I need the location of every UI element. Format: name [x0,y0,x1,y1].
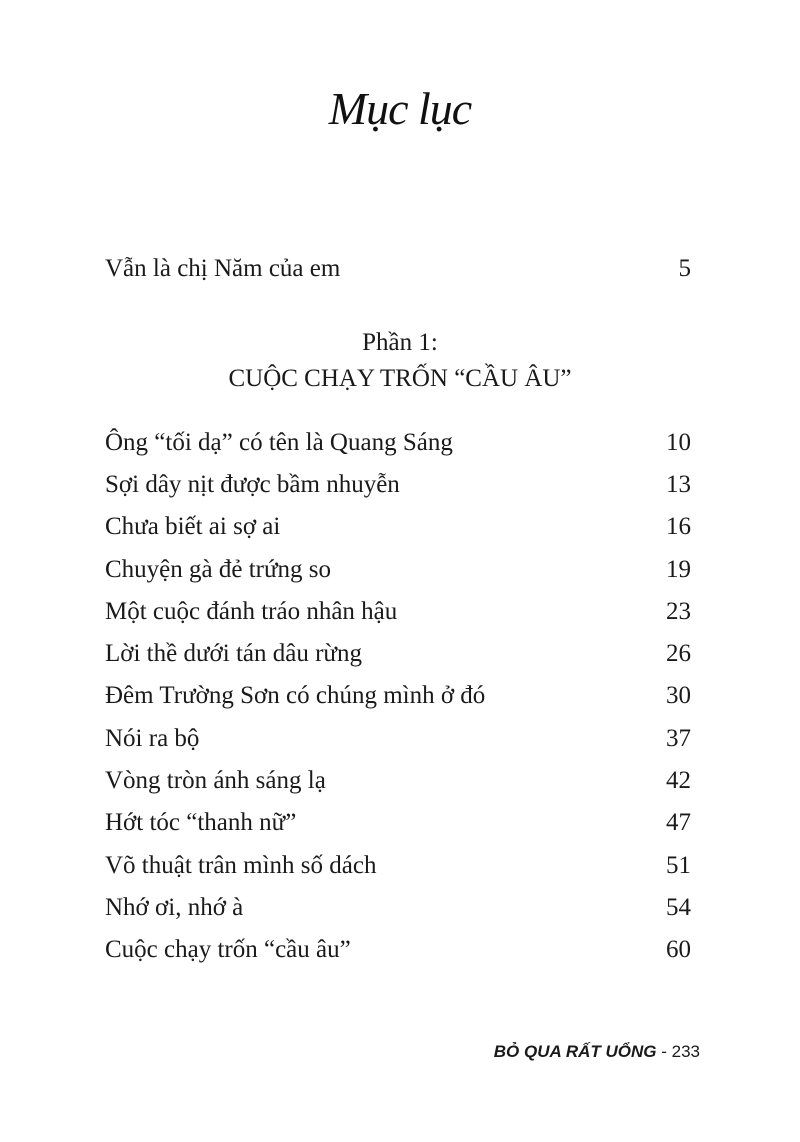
toc-entry-page: 30 [666,682,691,709]
toc-entry-page: 37 [666,725,691,752]
toc-entry [105,595,691,629]
toc-entry-label: Chuyện gà đẻ trứng so [105,556,332,583]
toc-entry-label: Hớt tóc “thanh nữ” [105,809,297,836]
toc-entry-label: Vòng tròn ánh sáng lạ [105,767,326,794]
toc-entry-page: 16 [666,513,691,540]
toc-entry-label: Đêm Trường Sơn có chúng mình ở đó [105,682,486,709]
toc-entry [105,468,691,502]
toc-entry-page: 5 [678,255,691,282]
toc-entry-page: 19 [666,556,691,583]
toc-entry [105,933,691,967]
toc-entry-page: 23 [666,598,691,625]
toc-entry [105,553,691,587]
part-title: CUỘC CHẠY TRỐN “CẦU ÂU” [228,365,572,392]
toc-entry-label: Vẫn là chị Năm của em [105,255,341,282]
toc-entry-page: 60 [666,936,691,963]
toc-entry-page: 54 [666,894,691,921]
toc-entry [105,849,691,883]
toc-entry-label: Ông “tối dạ” có tên là Quang Sáng [105,429,453,456]
toc-entry-label: Một cuộc đánh tráo nhân hậu [105,598,398,625]
footer-book-title: BỎ QUA RẤT UỔNG [493,1042,657,1061]
toc-entry [105,426,691,460]
toc-entry-page: 10 [666,429,691,456]
footer-page-number: 233 [671,1042,700,1061]
toc-entry-page: 26 [666,640,691,667]
toc-entry-page: 13 [666,471,691,498]
toc-entry-label: Cuộc chạy trốn “cầu âu” [105,936,351,963]
toc-entry-page: 51 [666,852,691,879]
toc-entry-page: 42 [666,767,691,794]
toc-entry-label: Chưa biết ai sợ ai [105,513,281,540]
toc-entry-label: Lời thề dưới tán dâu rừng [105,640,362,667]
footer-separator: - [656,1042,672,1061]
toc-entry [105,637,691,671]
toc-entry [105,806,691,840]
toc-entry-label: Nhớ ơi, nhớ à [105,894,244,921]
toc-entry [105,764,691,798]
page-footer [494,1040,700,1064]
toc-entry-page: 47 [666,809,691,836]
toc-entry-label: Võ thuật trân mình số dách [105,852,377,879]
page-title: Mục lục [328,83,472,134]
toc-entry-intro [105,252,691,286]
part-label: Phần 1: [362,329,438,356]
toc-entry [105,891,691,925]
toc-entry [105,510,691,544]
toc-entry-label: Sợi dây nịt được bầm nhuyễn [105,471,400,498]
toc-entry [105,679,691,713]
toc-entry [105,722,691,756]
toc-entry-label: Nói ra bộ [105,725,200,752]
